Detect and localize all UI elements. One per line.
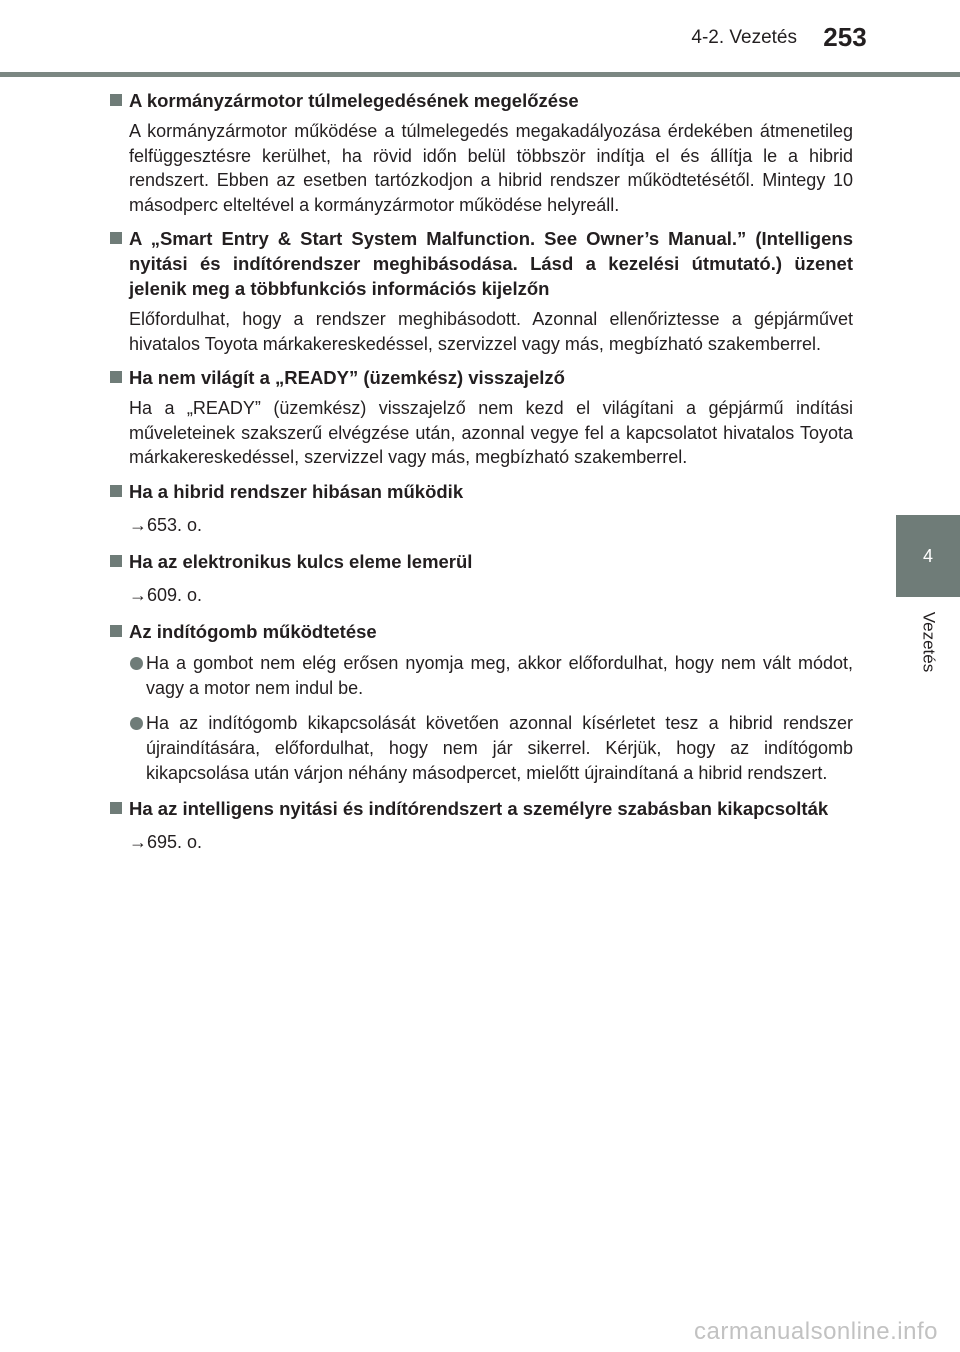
list-item: Ha a gombot nem elég erősen nyomja meg, akkor előfordulhat, hogy nem vált módot, vagy a motor nem indul be.: [108, 651, 853, 701]
chapter-tab-label: Vezetés: [919, 611, 938, 673]
section-heading: Ha az elektronikus kulcs eleme lemerül: [108, 549, 853, 574]
circle-bullet-icon: [130, 657, 143, 670]
square-bullet-icon: [110, 625, 122, 637]
section-body: Előfordulhat, hogy a rendszer meghibásodott. Azonnal ellenőriztesse a gépjárművet hivatalos Toyota márkakereskedéssel, szervizzel vagy más, megbízható szakemberrel.: [129, 309, 853, 354]
section-body: A kormányzármotor működése a túlmelegedés megakadályozása érdekében átmenetileg felfüggesztésre kerülhet, ha rövid időn belül többször indítja el és állítja le a hibrid rendszert. Ebben az esetben tartózkodjon a hibrid rendszer működtetésétől. Mintegy 10 másodperc elteltével a kormányzármotor működése helyreáll.: [129, 121, 853, 215]
square-bullet-icon: [110, 485, 122, 497]
section-heading: Ha a hibrid rendszer hibásan működik: [108, 479, 853, 504]
circle-bullet-icon: [130, 717, 143, 730]
square-bullet-icon: [110, 555, 122, 567]
list-item: Ha az indítógomb kikapcsolását követően azonnal kísérletet tesz a hibrid rendszer újraindítására, előfordulhat, hogy nem jár sikerrel. Kérjük, hogy az indítógomb kikapcsolása után várjon néhány másodpercet, mielőtt újraindítaná a hibrid rendszert.: [108, 711, 853, 786]
header-divider: [0, 72, 960, 77]
page-reference: →653. o.: [129, 514, 203, 535]
square-bullet-icon: [110, 802, 122, 814]
chapter-tab-number: 4: [922, 545, 933, 566]
page-reference: →695. o.: [129, 831, 203, 852]
watermark: carmanualsonline.info: [694, 1318, 938, 1345]
square-bullet-icon: [110, 94, 122, 106]
section-heading: A kormányzármotor túlmelegedésének megelőzése: [108, 88, 853, 113]
square-bullet-icon: [110, 371, 122, 383]
section-heading: Az indítógomb működtetése: [108, 619, 853, 644]
section-heading: A „Smart Entry & Start System Malfunction. See Owner’s Manual.” (Intelligens nyitási és indítórendszer meghibásodása. Lásd a kezelési útmutató.) üzenet jelenik meg a többfunkciós információs kijelzőn: [108, 226, 853, 301]
section-body: Ha a „READY” (üzemkész) visszajelző nem kezd el világítani a gépjármű indítási műveleteinek szakszerű elvégzése után, azonnal vegye fel a kapcsolatot hivatalos Toyota márkakereskedéssel, szervizzel vagy más, megbízható szakemberrel.: [129, 398, 853, 467]
page-reference: →609. o.: [129, 584, 203, 605]
page-content: [108, 88, 853, 866]
section-heading: Ha nem világít a „READY” (üzemkész) visszajelző: [108, 365, 853, 390]
section-heading: Ha az intelligens nyitási és indítórendszert a személyre szabásban kikapcsolták: [108, 796, 853, 821]
page-number: 253: [823, 22, 867, 52]
square-bullet-icon: [110, 232, 122, 244]
header-section-title: 4-2. Vezetés: [691, 26, 797, 48]
chapter-tab[interactable]: [896, 515, 960, 597]
